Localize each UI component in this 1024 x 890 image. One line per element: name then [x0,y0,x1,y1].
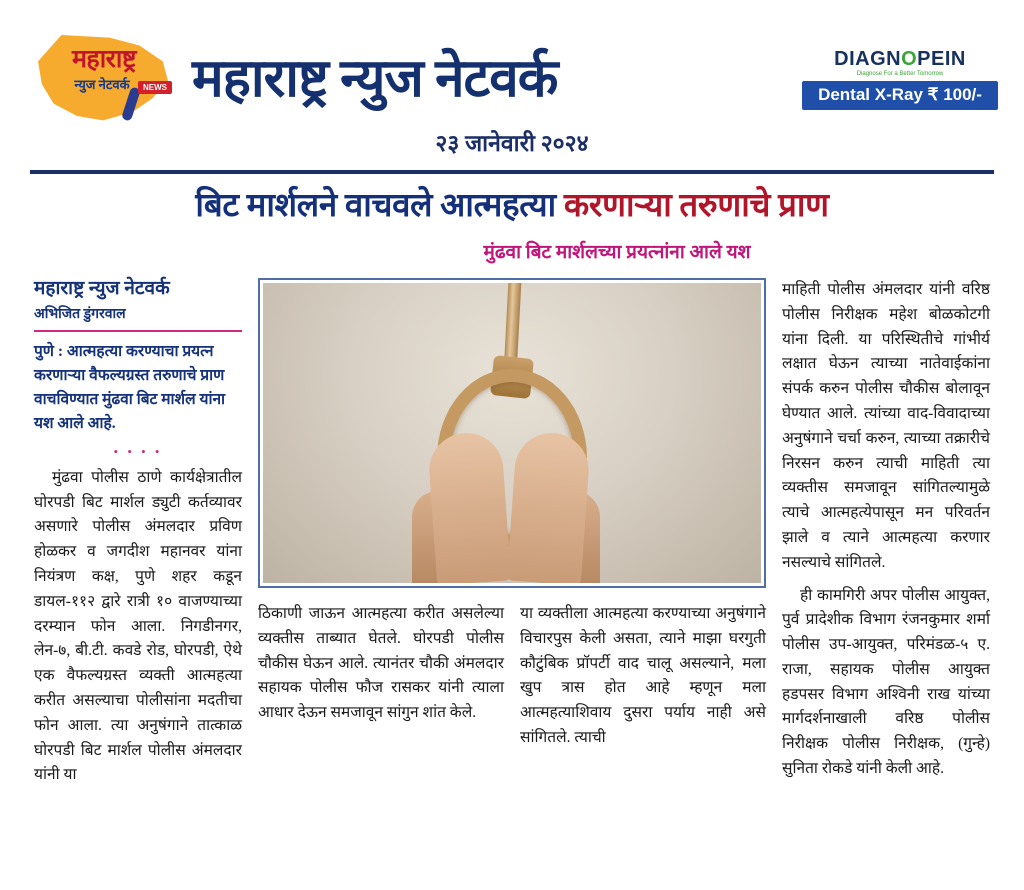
headline-part-blue: बिट मार्शलने वाचवले आत्महत्या [195,188,564,224]
headline-part-red: करणाऱ्या तरुणाचे प्राण [563,188,829,224]
middle-body-text-1: ठिकाणी जाऊन आत्महत्या करीत असलेल्या व्यक्तीस ताब्यात घेतले. घोरपडी पोलीस चौकीस घेऊन आले. त्यानंतर चौकी अंमलदार सहायक पोलीस फौज रासकर यांनी त्याला आधार देऊन समजावून सांगुन शांत केले. [258,604,504,722]
page-title: महाराष्ट्र न्युज नेटवर्क [192,49,558,108]
ad-brand-part1: DIAGN [834,48,902,70]
middle-body-text-2: या व्यक्तीला आत्महत्या करण्याच्या अनुषंगाने विचारपुस केली असता, त्याने माझा घरगुती कौटुंबिक प्रॉपर्टी वाद चालू असल्याने, मला खुप त्रास होत आहे म्हणून मला आत्महत्याशिवाय दुसरा पर्याय नाही असे सांगितले. त्याची [520,604,766,746]
ad-offer: Dental X-Ray ₹ 100/- [802,81,998,110]
column-right [782,278,990,788]
logo-word-top: महाराष्ट्र [71,46,136,73]
article-photo-frame [258,278,766,588]
publication-logo [30,31,180,127]
byline-divider [34,330,242,332]
masthead-divider [30,170,994,174]
noose-with-hands-photo [263,283,761,583]
ad-brand-o: O [901,48,918,70]
hand-left [427,431,511,583]
headline-block [34,188,990,264]
right-body-text-1: माहिती पोलीस अंमलदार यांनी वरिष्ठ पोलीस निरीक्षक महेश बोळकोटगी यांना दिली. या परिस्थितीचे गांभीर्य लक्षात घेऊन त्याच्या नातेवाईकांना संपर्क करुन पोलीस चौकीस बोलावून घेण्यात आले. त्यांच्या वाद-विवादाच्या अनुषंगाने चर्चा करुन, त्याच्या तक्रारीचे निरसन करुन त्याची माहिती त्या व्यक्तीस समजावून सांगितल्यामुळे त्याचे आत्महत्येपासून मन परिवर्तन झाले व त्याने आत्महत्या करणार नसल्याचे सांगितले. [782,280,990,571]
middle-text-columns [258,602,766,751]
byline-organization: महाराष्ट्र न्युज नेटवर्क [34,277,170,299]
masthead [0,0,1024,120]
hand-right [507,431,591,583]
lead-paragraph: पुणे : आत्महत्या करण्याचा प्रयत्न करणाऱ्या वैफल्यग्रस्त तरुणाचे प्राण वाचविण्यात मुंढवा बिट मार्शल यांना यश आले आहे. [34,342,226,432]
article-headline [34,188,990,226]
news-badge: NEWS [138,81,172,94]
article-subheadline: मुंढवा बिट मार्शलच्या प्रयत्नांना आले यश [483,241,751,263]
column-middle [258,278,766,788]
ad-tagline: Diagnose For a Better Tomorrow [856,71,944,77]
advertisement[interactable] [802,48,998,110]
right-body-text-2: ही कामगिरी अपर पोलीस आयुक्त, पुर्व प्रादेशीक विभाग रंजनकुमार शर्मा पोलीस उप-आयुक्त, परिमंडळ-५ ए. राजा, सहायक पोलीस आयुक्त हडपसर विभाग अश्विनी राख यांच्या मार्गदर्शनाखाली वरिष्ठ पोलीस निरीक्षक पोलीस निरीक्षक, (गुन्हे) सुनिता रोकडे यांनी केली आहे. [782,586,990,778]
ad-brand-name [802,48,998,71]
column-left [34,278,242,788]
left-body-text: मुंढवा पोलीस ठाणे कार्यक्षेत्रातील घोरपडी बिट मार्शल ड्युटी कर्तव्यावर असणारे पोलीस अंमलदार प्रविण होळकर व जगदीश महानवर यांना नियंत्रण कक्ष, पुणे शहर कडून डायल-११२ द्वारे रात्री १० वाजण्याच्या दरम्यान फोन आला. निगडीनगर, लेन-७, बी.टी. कवडे रोड, घोरपडी, ऐथे एक वैफल्यग्रस्त व्यक्ती आत्महत्या करीत असल्याचा पोलीसांना मदतीचा फोन आला. त्या अनुषंगाने तात्काळ घोरपडी बिट मार्शल पोलीस अंमलदार यांनी या [34,468,242,784]
byline-author: अभिजित डुंगरवाल [34,306,126,322]
logo-word-bottom: न्युज नेटवर्क [74,77,130,92]
issue-date: २३ जानेवारी २०२४ [435,131,589,156]
decorative-dots: • • • • [113,443,163,459]
ad-brand-part2: PEIN [917,48,966,70]
article-body [34,278,990,788]
